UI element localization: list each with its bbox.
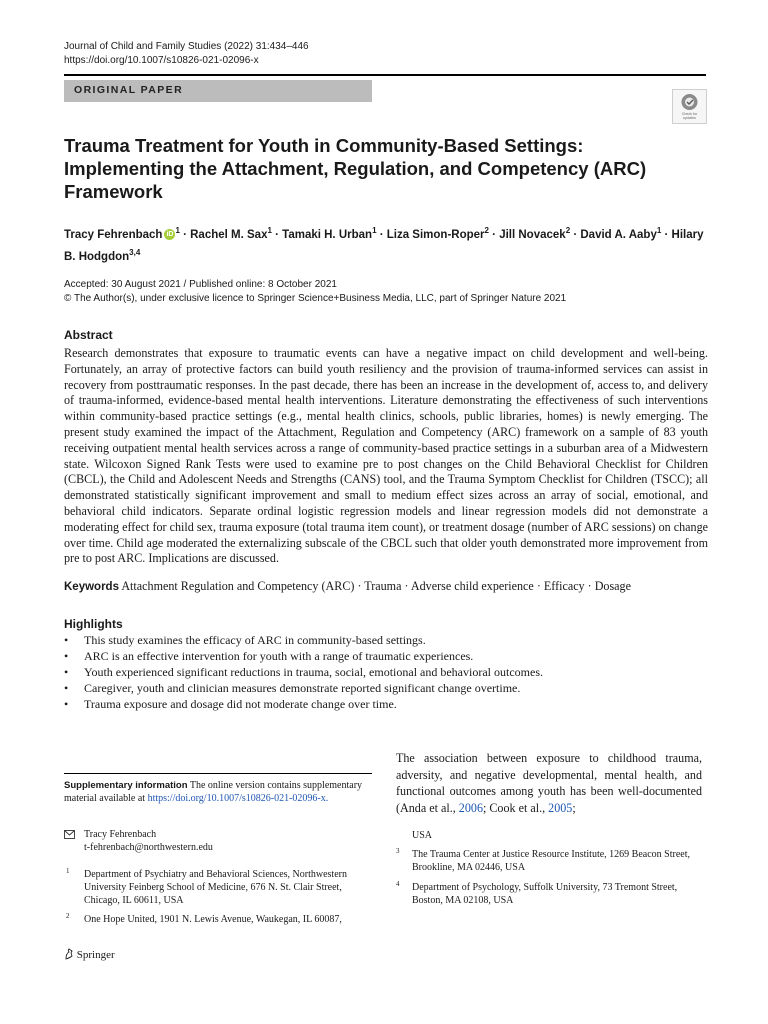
author-affiliation: 1 — [656, 226, 662, 235]
author[interactable] — [580, 226, 662, 241]
highlight-text: Caregiver, youth and clinician measures demonstrate reported significant change overtime. — [84, 681, 521, 695]
bullet-icon: • — [64, 697, 69, 711]
highlight-text: This study examines the efficacy of ARC in community-based settings. — [84, 633, 426, 647]
keyword: Attachment Regulation and Competency (ARC) — [121, 579, 355, 593]
author-list — [64, 222, 714, 266]
highlights-list — [64, 632, 704, 712]
publisher-name: Springer — [76, 949, 115, 961]
copyright: © The Author(s), under exclusive licence to Springer Science+Business Media, LLC, part of Springer Nature 2021 — [64, 293, 567, 304]
abstract-heading: Abstract — [64, 328, 113, 342]
footnote-rule — [64, 773, 372, 774]
body-text: ; — [572, 800, 576, 815]
author-name[interactable]: David A. Aaby — [580, 228, 657, 241]
supplementary-label: Supplementary information — [64, 780, 188, 791]
paper-title: Trauma Treatment for Youth in Community-Based Settings: Implementing the Attachment, Regulation, and Competency (ARC) Framework — [64, 135, 647, 202]
affiliation-2: One Hope United, 1901 N. Lewis Avenue, Waukegan, IL 60087, — [84, 914, 342, 925]
keywords — [64, 579, 708, 594]
publisher-footer — [64, 948, 115, 962]
author-separator: · — [661, 228, 672, 241]
check-for-updates-icon[interactable] — [672, 89, 707, 124]
author-name[interactable]: Liza Simon-Roper — [386, 228, 485, 241]
author-separator: · — [570, 228, 581, 241]
envelope-icon — [64, 830, 75, 839]
supplementary-text: The online version contains supplementary material available at — [64, 780, 363, 804]
highlight-item — [64, 664, 704, 680]
affiliation-number: 1 — [66, 867, 70, 875]
body-text: ; Cook et al., — [482, 800, 549, 815]
affiliation-number: 4 — [396, 880, 400, 888]
affiliation-1: Department of Psychiatry and Behavioral Sciences, Northwestern University Feinberg School of Medicine, 676 N. St. Clair Street, Chicago, IL 60611, USA — [84, 869, 347, 906]
highlight-item — [64, 696, 704, 712]
affiliation-2-continued: USA — [412, 830, 433, 841]
bullet-icon: • — [64, 649, 69, 663]
check-for-updates-label: Check for updates — [681, 112, 698, 121]
highlight-item — [64, 680, 704, 696]
author-affiliation: 2 — [565, 226, 571, 235]
correspondence-name: Tracy Fehrenbach — [84, 829, 157, 840]
publication-info — [64, 278, 566, 306]
author-separator: · — [179, 228, 191, 241]
highlights-heading: Highlights — [64, 617, 123, 631]
author-separator: · — [376, 228, 387, 241]
abstract-text: Research demonstrates that exposure to traumatic events can have a negative impact on child development and well-being. Fortunately, an array of protective factors can build youth resiliency and the provision of trauma-informed services can assist in recovery from posttraumatic responses. In the past decade, there has been an increase in the development of, access to, and delivery of trauma-informed, evidence-based mental health interventions. Literature demonstrating the effectiveness of such interventions within community-based practice settings (e.g., mental health clinics, schools, public libraries, homes) is newly emerging. The present study examined the impact of the Attachment, Regulation and Competency (ARC) framework on a sample of 83 youth receiving outpatient mental health services across a range of community-based practice settings in a suburban area of a Midwestern state. Wilcoxon Signed Rank Tests were used to examine pre to post changes on the Child Behavioral Checklist for Children (CBCL), the Child and Adolescent Needs and Strengths (CANS) tool, and the Trauma Symptom Checklist for Children (TSCC); all demonstrated statistically significant improvement and small to medium effect sizes across an array of social, emotional, and behavioral child indicators. Separate ordinal logistic regression models and linear regression models did not demonstrate a moderating effect for child sex, trauma exposure (total trauma item count), or treatment dosage (number of ARC sessions) on change over time. Child age moderated the externalizing subscale of the CBCL such that older youth demonstrated more improvement from pre to post ARC. Implications are discussed. — [64, 346, 708, 566]
author-name[interactable]: Tracy Fehrenbach — [64, 228, 163, 241]
bullet-icon: • — [64, 633, 69, 647]
section-label: ORIGINAL PAPER — [74, 84, 184, 96]
author-name[interactable]: Jill Novacek — [499, 228, 566, 241]
affiliation-number: 2 — [66, 912, 70, 920]
author[interactable] — [386, 226, 489, 241]
author-affiliation: 1 — [267, 226, 272, 235]
keyword: Efficacy — [543, 579, 585, 593]
author[interactable] — [499, 226, 571, 241]
top-rule — [64, 74, 706, 76]
author[interactable] — [190, 226, 272, 241]
journal-doi[interactable]: https://doi.org/10.1007/s10826-021-02096-x — [64, 55, 259, 66]
citation-link[interactable]: 2005 — [548, 800, 573, 815]
author[interactable] — [282, 226, 377, 241]
journal-header — [64, 40, 309, 68]
keywords-label: Keywords — [64, 581, 119, 593]
author-separator: · — [488, 228, 500, 241]
author-affiliation: 1 — [175, 226, 180, 235]
author-separator: · — [271, 228, 283, 241]
author-name[interactable]: Rachel M. Sax — [190, 228, 268, 241]
bullet-icon: • — [64, 681, 69, 695]
supplementary-link[interactable]: https://doi.org/10.1007/s10826-021-02096-x. — [147, 793, 329, 804]
highlight-item — [64, 648, 704, 664]
orcid-icon[interactable]: iD — [166, 231, 174, 239]
keyword-list: Attachment Regulation and Competency (ARC) · Trauma · Adverse child experience · Efficacy · Dosage — [121, 579, 631, 593]
correspondence — [64, 828, 374, 854]
affiliation-4: Department of Psychology, Suffolk University, 73 Tremont Street, Boston, MA 02108, USA — [412, 882, 678, 906]
highlight-text: Trauma exposure and dosage did not moderate change over time. — [84, 697, 397, 711]
journal-citation: Journal of Child and Family Studies (2022) 31:434–446 — [64, 41, 309, 52]
author-affiliation: 3,4 — [129, 247, 141, 257]
body-paragraph — [396, 750, 702, 816]
author[interactable] — [64, 226, 180, 241]
author-name[interactable]: Hilary B. Hodgdon — [64, 228, 704, 263]
author-affiliation: 2 — [484, 226, 489, 235]
springer-horse-icon — [64, 948, 74, 960]
dates: Accepted: 30 August 2021 / Published online: 8 October 2021 — [64, 279, 337, 290]
keyword: Trauma — [364, 579, 402, 593]
author-name[interactable]: Tamaki H. Urban — [282, 228, 373, 241]
highlight-text: Youth experienced significant reductions in trauma, social, emotional and behavioral outcomes. — [84, 665, 543, 679]
citation-link[interactable]: 2006 — [458, 800, 483, 815]
bullet-icon: • — [64, 665, 69, 679]
supplementary-info — [64, 779, 368, 805]
keyword: Adverse child experience — [410, 579, 534, 593]
correspondence-email[interactable]: t-fehrenbach@northwestern.edu — [84, 842, 213, 853]
highlight-text: ARC is an effective intervention for youth with a range of traumatic experiences. — [84, 649, 474, 663]
keyword: Dosage — [594, 579, 631, 593]
body-text: The association between exposure to childhood trauma, adversity, and negative developmental, mental health, and functional outcomes among youth has been well-documented (Anda et al., — [396, 751, 702, 815]
author-affiliation: 1 — [372, 226, 377, 235]
affiliation-3: The Trauma Center at Justice Resource Institute, 1269 Beacon Street, Brookline, MA 02446, USA — [412, 849, 690, 873]
highlight-item — [64, 632, 704, 648]
affiliation-number: 3 — [396, 847, 400, 855]
